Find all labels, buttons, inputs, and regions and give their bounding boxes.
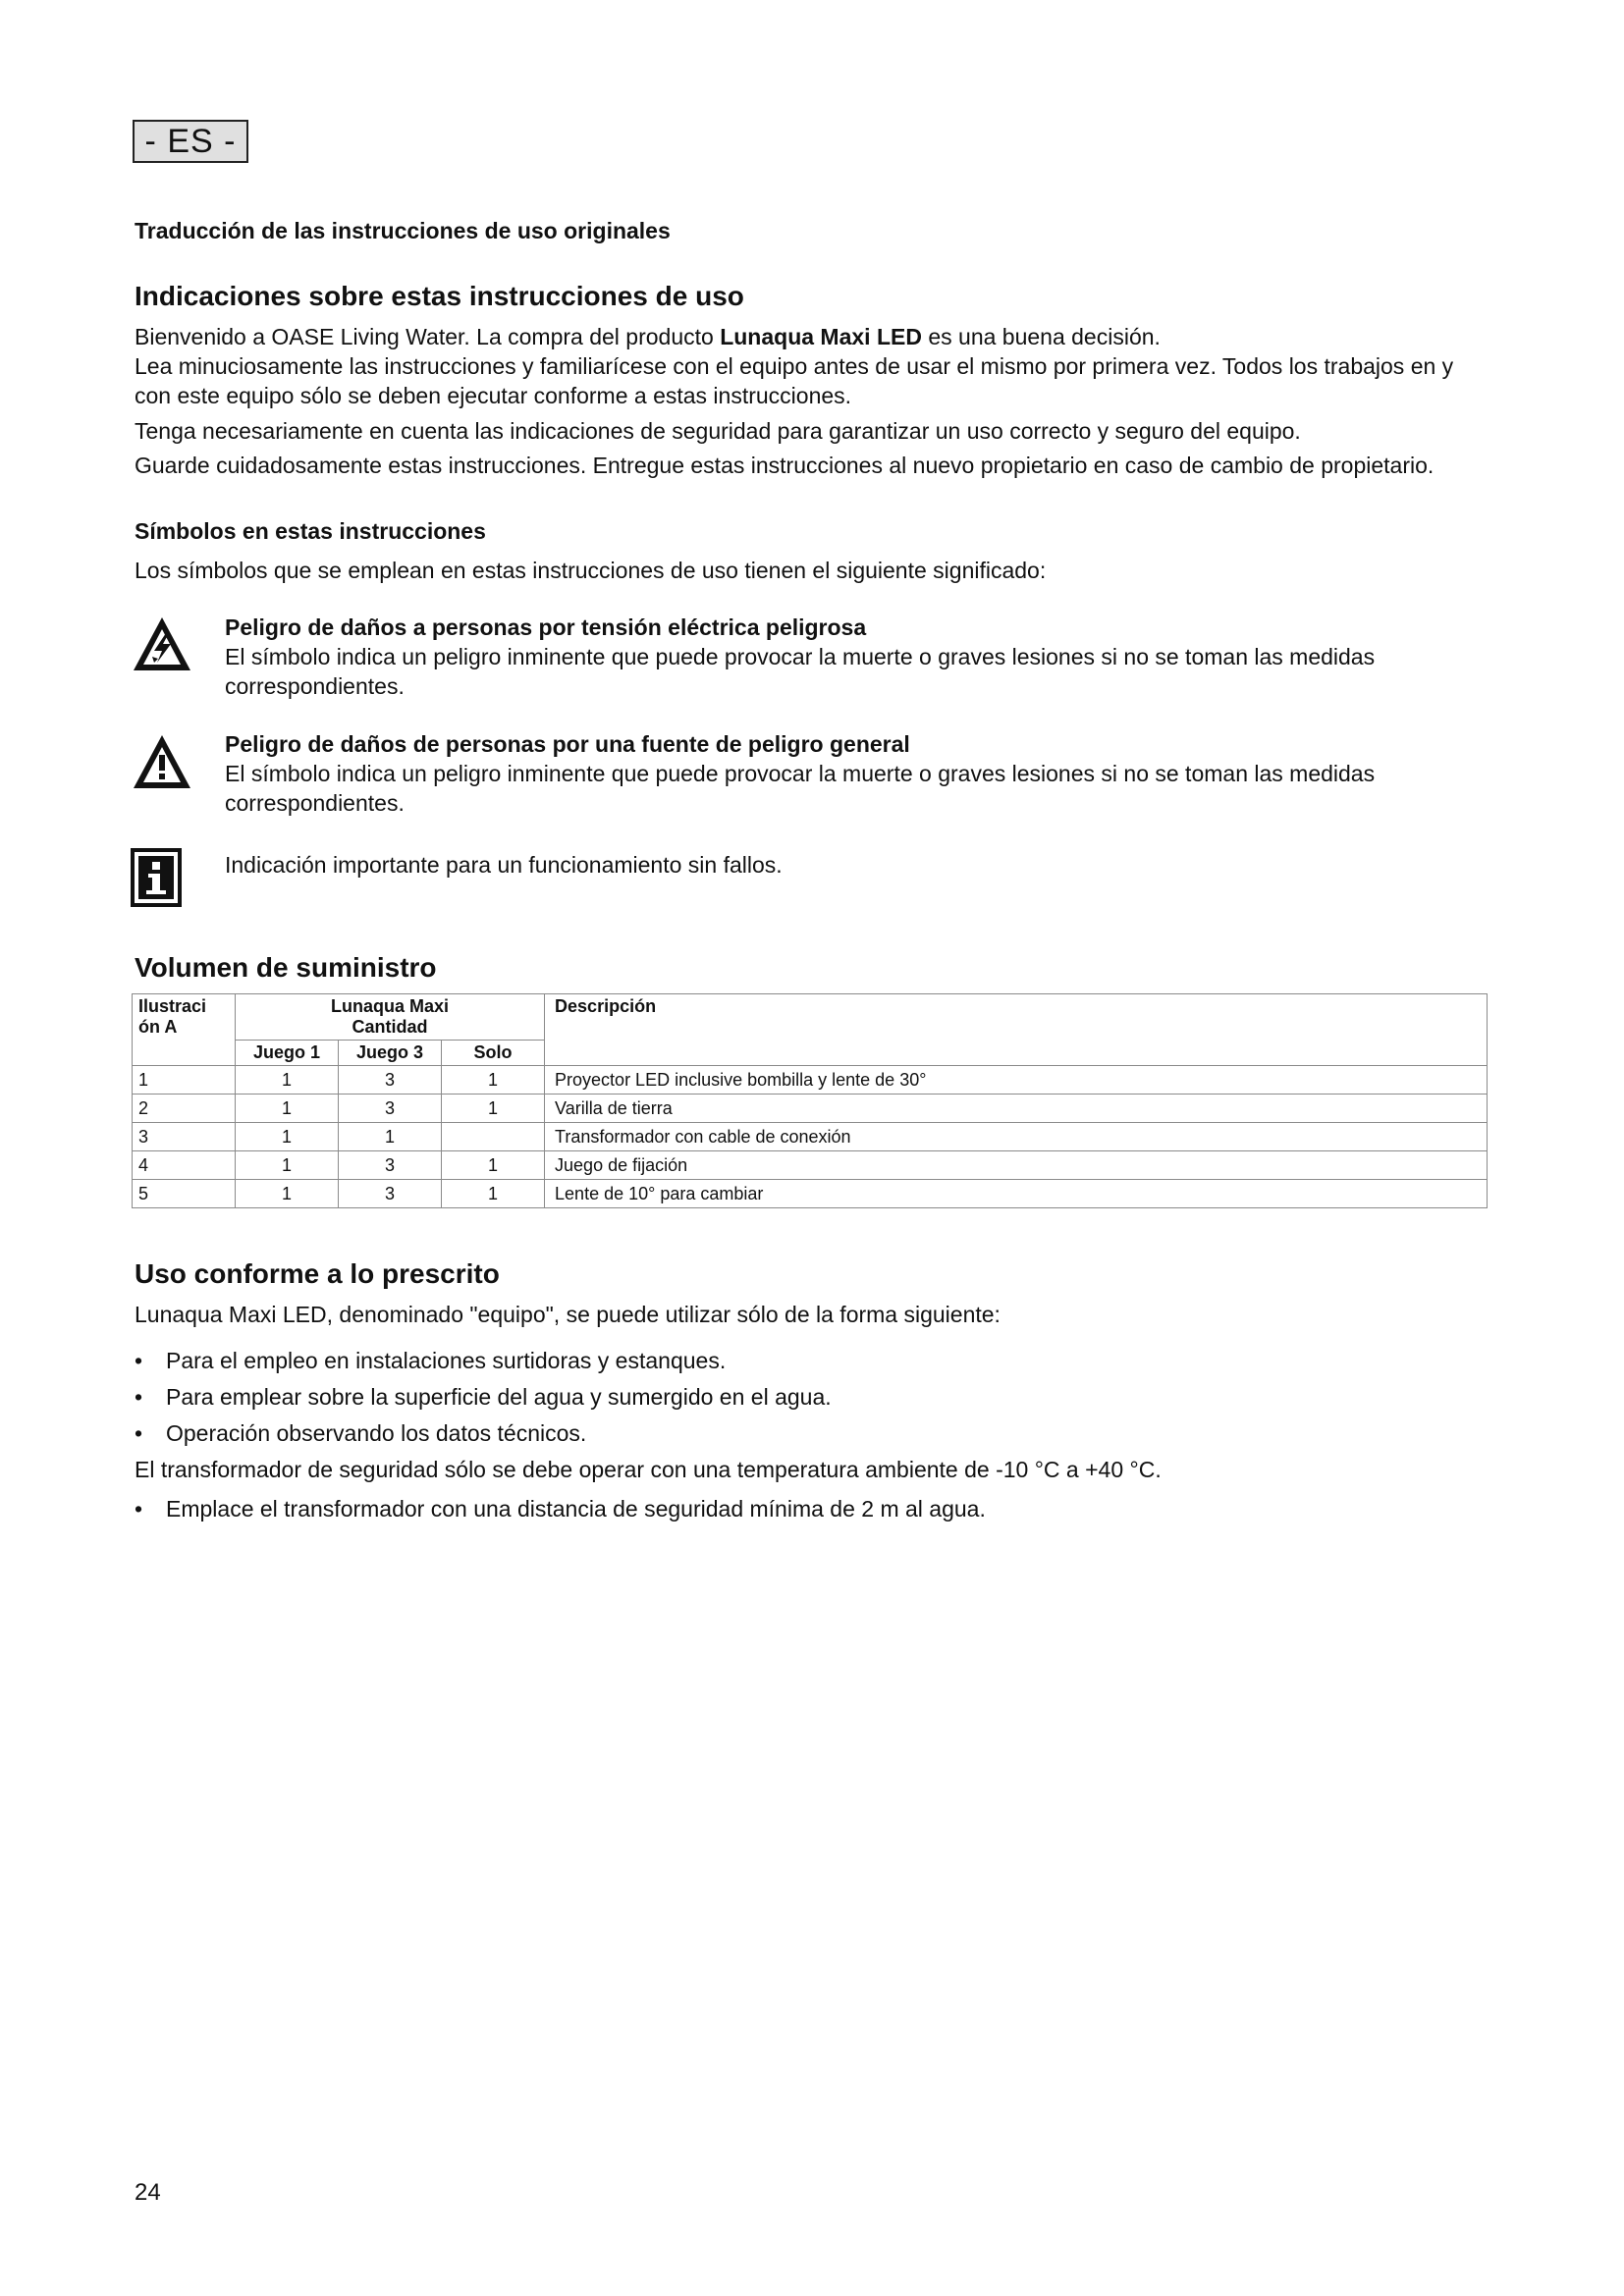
list-item: • Operación observando los datos técnicos.: [135, 1415, 1489, 1452]
symbols-title: Símbolos en estas instrucciones: [135, 518, 486, 544]
cell-juego3: 3: [339, 1095, 442, 1123]
cell-juego3: 3: [339, 1066, 442, 1095]
cell-solo: [442, 1123, 545, 1151]
cell-description: Juego de fijación: [545, 1151, 1488, 1180]
column-header-product: [236, 994, 545, 1041]
list-item: • Emplace el transformador con una distancia de seguridad mínima de 2 m al agua.: [135, 1494, 1489, 1523]
temperature-note: El transformador de seguridad sólo se debe operar con una temperatura ambiente de -10 °C a +40 °C.: [135, 1457, 1162, 1482]
symbol-text-electric: El símbolo indica un peligro inminente que puede provocar la muerte o graves lesiones si no se toman las medidas correspondientes.: [225, 644, 1376, 699]
cell-description: Transformador con cable de conexión: [545, 1123, 1488, 1151]
cell-number: 5: [133, 1180, 236, 1208]
cell-description: Varilla de tierra: [545, 1095, 1488, 1123]
read-instructions-paragraph: Lea minuciosamente las instrucciones y familiarícese con el equipo antes de usar el mismo por primera vez. Todos los trabajos en y con este equipo sólo se deben ejecutar conforme a estas instrucciones.: [135, 353, 1454, 408]
info-icon: [131, 848, 182, 907]
table-row: [133, 1151, 1488, 1180]
product-header-label: Lunaqua Maxi: [331, 996, 450, 1016]
cell-description: Lente de 10° para cambiar: [545, 1180, 1488, 1208]
cell-juego1: 1: [236, 1123, 339, 1151]
list-item: • Para el empleo en instalaciones surtidoras y estanques.: [135, 1343, 1489, 1379]
cell-number: 1: [133, 1066, 236, 1095]
table-row: [133, 1066, 1488, 1095]
cell-solo: 1: [442, 1095, 545, 1123]
column-header-illustration: Ilustraci ón A: [133, 994, 236, 1066]
electric-warning-icon: [131, 614, 193, 676]
cell-number: 2: [133, 1095, 236, 1123]
symbol-title-general: Peligro de daños de personas por una fuente de peligro general: [225, 731, 910, 757]
cell-juego3: 3: [339, 1151, 442, 1180]
symbol-item-electric: [225, 613, 1491, 701]
supply-title: Volumen de suministro: [135, 952, 437, 983]
table-row: [133, 1180, 1488, 1208]
keep-instructions-paragraph: Guarde cuidadosamente estas instrucciones. Entregue estas instrucciones al nuevo propietario en caso de cambio de propietario.: [135, 453, 1435, 478]
use-title: Uso conforme a lo prescrito: [135, 1258, 500, 1289]
use-bullet-list: [135, 1343, 1489, 1452]
welcome-text-post: es una buena decisión.: [921, 324, 1161, 349]
cell-description: Proyector LED inclusive bombilla y lente de 30°: [545, 1066, 1488, 1095]
supply-table: [132, 993, 1488, 1208]
quantity-header-label: Cantidad: [352, 1017, 428, 1037]
cell-juego1: 1: [236, 1151, 339, 1180]
welcome-text-pre: Bienvenido a OASE Living Water. La compra del producto: [135, 324, 721, 349]
cell-juego1: 1: [236, 1066, 339, 1095]
column-header-juego1: Juego 1: [236, 1041, 339, 1066]
safety-paragraph: Tenga necesariamente en cuenta las indicaciones de seguridad para garantizar un uso correcto y seguro del equipo.: [135, 418, 1301, 444]
transformer-bullet-list: [135, 1494, 1489, 1523]
list-item: • Para emplear sobre la superficie del agua y sumergido en el agua.: [135, 1379, 1489, 1415]
symbols-intro: Los símbolos que se emplean en estas instrucciones de uso tienen el siguiente significado:: [135, 558, 1047, 583]
table-header-row: [133, 994, 1488, 1041]
table-row: [133, 1123, 1488, 1151]
general-warning-icon: [131, 731, 193, 794]
cell-number: 4: [133, 1151, 236, 1180]
column-header-description: Descripción: [545, 994, 1488, 1066]
symbol-item-general: [225, 729, 1491, 818]
cell-solo: 1: [442, 1180, 545, 1208]
cell-solo: 1: [442, 1066, 545, 1095]
column-header-juego3: Juego 3: [339, 1041, 442, 1066]
doc-subtitle: Traducción de las instrucciones de uso originales: [135, 218, 671, 243]
cell-juego1: 1: [236, 1180, 339, 1208]
symbol-item-info: [225, 850, 1491, 880]
symbol-text-general: El símbolo indica un peligro inminente que puede provocar la muerte o graves lesiones si no se toman las medidas correspondientes.: [225, 761, 1376, 816]
use-intro: Lunaqua Maxi LED, denominado "equipo", se puede utilizar sólo de la forma siguiente:: [135, 1302, 1001, 1327]
column-header-solo: Solo: [442, 1041, 545, 1066]
page-number: 24: [135, 2179, 161, 2206]
cell-juego1: 1: [236, 1095, 339, 1123]
welcome-paragraph: [135, 322, 1489, 351]
language-tab: - ES -: [133, 120, 248, 163]
cell-juego3: 1: [339, 1123, 442, 1151]
section-title-instructions: Indicaciones sobre estas instrucciones de uso: [135, 281, 744, 311]
product-name: Lunaqua Maxi LED: [720, 324, 922, 349]
cell-number: 3: [133, 1123, 236, 1151]
symbol-text-info: Indicación importante para un funcionamiento sin fallos.: [225, 852, 783, 878]
symbol-title-electric: Peligro de daños a personas por tensión eléctrica peligrosa: [225, 614, 867, 640]
cell-solo: 1: [442, 1151, 545, 1180]
table-row: [133, 1095, 1488, 1123]
cell-juego3: 3: [339, 1180, 442, 1208]
